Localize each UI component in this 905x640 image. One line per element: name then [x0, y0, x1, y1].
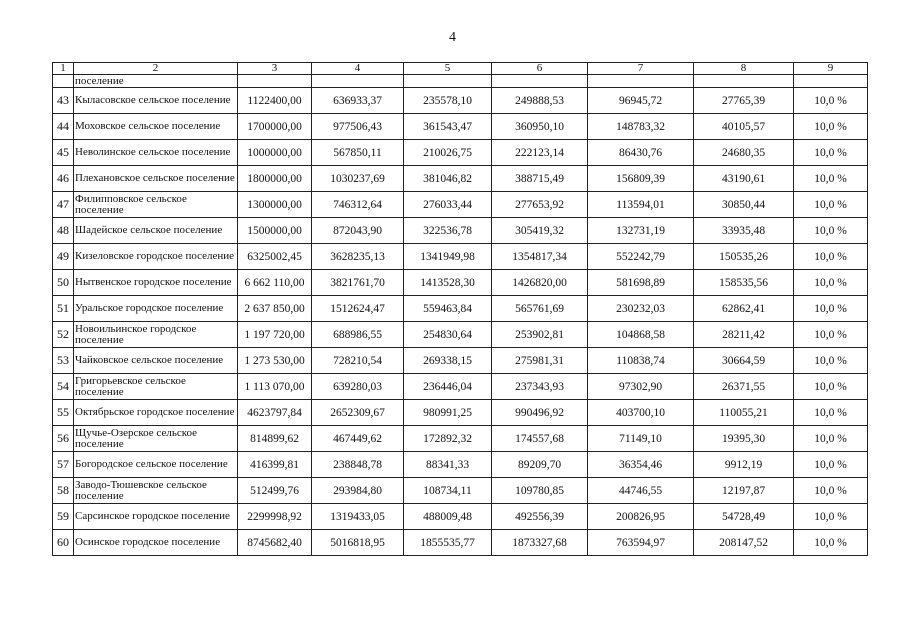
value-col-8: 110055,21: [694, 400, 794, 426]
table-row: [53, 296, 868, 322]
row-number: 45: [53, 140, 74, 166]
percent-col-9: 10,0 %: [794, 88, 868, 114]
value-col-7: 36354,46: [588, 452, 694, 478]
table-row: [53, 114, 868, 140]
settlement-name: Неволинское сельское поселение: [74, 140, 238, 166]
percent-col-9: 10,0 %: [794, 244, 868, 270]
value-col-8: 54728,49: [694, 504, 794, 530]
table-row: [53, 478, 868, 504]
table-cell: [492, 75, 588, 88]
table-row: [53, 192, 868, 218]
value-col-4: 3821761,70: [312, 270, 404, 296]
table-cell: [794, 75, 868, 88]
value-col-7: 96945,72: [588, 88, 694, 114]
percent-col-9: 10,0 %: [794, 140, 868, 166]
percent-col-9: 10,0 %: [794, 478, 868, 504]
value-col-8: 158535,56: [694, 270, 794, 296]
value-col-5: 361543,47: [404, 114, 492, 140]
value-col-6: 89209,70: [492, 452, 588, 478]
value-col-7: 86430,76: [588, 140, 694, 166]
value-col-4: 636933,37: [312, 88, 404, 114]
value-col-4: 1030237,69: [312, 166, 404, 192]
value-col-7: 113594,01: [588, 192, 694, 218]
settlement-name: Шадейское сельское поселение: [74, 218, 238, 244]
percent-col-9: 10,0 %: [794, 166, 868, 192]
value-col-8: 27765,39: [694, 88, 794, 114]
value-col-6: 275981,31: [492, 348, 588, 374]
row-number: 48: [53, 218, 74, 244]
value-col-5: 172892,32: [404, 426, 492, 452]
settlement-name: Щучье-Озерское сельское поселение: [74, 426, 238, 452]
percent-col-9: 10,0 %: [794, 400, 868, 426]
column-header: 8: [694, 63, 794, 75]
value-col-3: 1 273 530,00: [238, 348, 312, 374]
value-col-3: 1 113 070,00: [238, 374, 312, 400]
settlement-name: Плехановское сельское поселение: [74, 166, 238, 192]
column-header: 4: [312, 63, 404, 75]
value-col-7: 200826,95: [588, 504, 694, 530]
value-col-5: 88341,33: [404, 452, 492, 478]
table-row: [53, 530, 868, 556]
row-number: 44: [53, 114, 74, 140]
value-col-8: 30664,59: [694, 348, 794, 374]
table-row: [53, 244, 868, 270]
value-col-6: 492556,39: [492, 504, 588, 530]
value-col-3: 2 637 850,00: [238, 296, 312, 322]
percent-col-9: 10,0 %: [794, 270, 868, 296]
table-row: [53, 348, 868, 374]
value-col-5: 269338,15: [404, 348, 492, 374]
value-col-5: 236446,04: [404, 374, 492, 400]
value-col-3: 416399,81: [238, 452, 312, 478]
settlement-name: Моховское сельское поселение: [74, 114, 238, 140]
percent-col-9: 10,0 %: [794, 452, 868, 478]
continuation-row: [53, 75, 868, 88]
table-row: [53, 270, 868, 296]
value-col-5: 276033,44: [404, 192, 492, 218]
settlement-name: Новоильинское городское поселение: [74, 322, 238, 348]
value-col-3: 2299998,92: [238, 504, 312, 530]
value-col-8: 30850,44: [694, 192, 794, 218]
value-col-3: 1700000,00: [238, 114, 312, 140]
value-col-6: 277653,92: [492, 192, 588, 218]
value-col-5: 381046,82: [404, 166, 492, 192]
row-number: 52: [53, 322, 74, 348]
table-row: [53, 504, 868, 530]
settlement-name: Чайковское сельское поселение: [74, 348, 238, 374]
percent-col-9: 10,0 %: [794, 296, 868, 322]
value-col-4: 688986,55: [312, 322, 404, 348]
settlement-name: Филипповское сельское поселение: [74, 192, 238, 218]
value-col-5: 1855535,77: [404, 530, 492, 556]
table-row: [53, 140, 868, 166]
value-col-7: 403700,10: [588, 400, 694, 426]
percent-col-9: 10,0 %: [794, 322, 868, 348]
value-col-7: 230232,03: [588, 296, 694, 322]
value-col-3: 512499,76: [238, 478, 312, 504]
value-col-5: 210026,75: [404, 140, 492, 166]
row-number: 56: [53, 426, 74, 452]
table-body: [53, 63, 868, 556]
value-col-3: 1000000,00: [238, 140, 312, 166]
table-row: [53, 452, 868, 478]
settlement-name: Богородское сельское поселение: [74, 452, 238, 478]
value-col-4: 746312,64: [312, 192, 404, 218]
settlement-name: Октябрьское городское поселение: [74, 400, 238, 426]
row-number: 57: [53, 452, 74, 478]
value-col-5: 1341949,98: [404, 244, 492, 270]
value-col-8: 24680,35: [694, 140, 794, 166]
value-col-7: 156809,39: [588, 166, 694, 192]
value-col-3: 6325002,45: [238, 244, 312, 270]
value-col-5: 235578,10: [404, 88, 492, 114]
column-header: 3: [238, 63, 312, 75]
table-cell: [53, 75, 74, 88]
table-row: [53, 166, 868, 192]
row-number: 50: [53, 270, 74, 296]
value-col-7: 44746,55: [588, 478, 694, 504]
value-col-3: 8745682,40: [238, 530, 312, 556]
value-col-3: 1122400,00: [238, 88, 312, 114]
value-col-7: 552242,79: [588, 244, 694, 270]
continuation-text: поселение: [74, 75, 238, 88]
value-col-4: 728210,54: [312, 348, 404, 374]
value-col-6: 249888,53: [492, 88, 588, 114]
row-number: 53: [53, 348, 74, 374]
settlement-name: Кизеловское городское поселение: [74, 244, 238, 270]
percent-col-9: 10,0 %: [794, 348, 868, 374]
settlement-name: Кыласовское сельское поселение: [74, 88, 238, 114]
settlement-name: Уральское городское поселение: [74, 296, 238, 322]
settlement-name: Осинское городское поселение: [74, 530, 238, 556]
value-col-4: 977506,43: [312, 114, 404, 140]
value-col-5: 322536,78: [404, 218, 492, 244]
value-col-6: 237343,93: [492, 374, 588, 400]
value-col-6: 1873327,68: [492, 530, 588, 556]
value-col-8: 62862,41: [694, 296, 794, 322]
value-col-8: 19395,30: [694, 426, 794, 452]
value-col-6: 990496,92: [492, 400, 588, 426]
value-col-3: 1300000,00: [238, 192, 312, 218]
column-header: 5: [404, 63, 492, 75]
table-header-row: [53, 63, 868, 75]
table-row: [53, 426, 868, 452]
settlement-name: Григорьевское сельское поселение: [74, 374, 238, 400]
table-row: [53, 218, 868, 244]
value-col-6: 1426820,00: [492, 270, 588, 296]
value-col-4: 2652309,67: [312, 400, 404, 426]
value-col-8: 26371,55: [694, 374, 794, 400]
value-col-3: 1500000,00: [238, 218, 312, 244]
row-number: 51: [53, 296, 74, 322]
column-header: 6: [492, 63, 588, 75]
percent-col-9: 10,0 %: [794, 218, 868, 244]
percent-col-9: 10,0 %: [794, 192, 868, 218]
value-col-4: 238848,78: [312, 452, 404, 478]
percent-col-9: 10,0 %: [794, 504, 868, 530]
table-row: [53, 374, 868, 400]
value-col-3: 6 662 110,00: [238, 270, 312, 296]
value-col-7: 763594,97: [588, 530, 694, 556]
value-col-5: 559463,84: [404, 296, 492, 322]
value-col-3: 4623797,84: [238, 400, 312, 426]
value-col-6: 305419,32: [492, 218, 588, 244]
table-row: [53, 322, 868, 348]
column-header: 9: [794, 63, 868, 75]
value-col-4: 639280,03: [312, 374, 404, 400]
value-col-6: 253902,81: [492, 322, 588, 348]
page-number: 4: [449, 30, 456, 45]
value-col-3: 1800000,00: [238, 166, 312, 192]
value-col-4: 1512624,47: [312, 296, 404, 322]
settlement-name: Нытвенское городское поселение: [74, 270, 238, 296]
value-col-4: 1319433,05: [312, 504, 404, 530]
percent-col-9: 10,0 %: [794, 530, 868, 556]
value-col-4: 293984,80: [312, 478, 404, 504]
value-col-8: 9912,19: [694, 452, 794, 478]
value-col-5: 980991,25: [404, 400, 492, 426]
row-number: 55: [53, 400, 74, 426]
value-col-3: 1 197 720,00: [238, 322, 312, 348]
table-row: [53, 88, 868, 114]
table-cell: [404, 75, 492, 88]
percent-col-9: 10,0 %: [794, 114, 868, 140]
value-col-6: 388715,49: [492, 166, 588, 192]
value-col-4: 567850,11: [312, 140, 404, 166]
row-number: 59: [53, 504, 74, 530]
value-col-4: 5016818,95: [312, 530, 404, 556]
value-col-5: 1413528,30: [404, 270, 492, 296]
value-col-8: 43190,61: [694, 166, 794, 192]
value-col-8: 40105,57: [694, 114, 794, 140]
value-col-7: 71149,10: [588, 426, 694, 452]
row-number: 60: [53, 530, 74, 556]
table-cell: [238, 75, 312, 88]
row-number: 43: [53, 88, 74, 114]
percent-col-9: 10,0 %: [794, 374, 868, 400]
data-table: [52, 62, 868, 556]
column-header: 2: [74, 63, 238, 75]
value-col-6: 360950,10: [492, 114, 588, 140]
value-col-7: 148783,32: [588, 114, 694, 140]
value-col-5: 108734,11: [404, 478, 492, 504]
value-col-3: 814899,62: [238, 426, 312, 452]
value-col-8: 208147,52: [694, 530, 794, 556]
value-col-6: 565761,69: [492, 296, 588, 322]
value-col-7: 97302,90: [588, 374, 694, 400]
row-number: 49: [53, 244, 74, 270]
value-col-4: 3628235,13: [312, 244, 404, 270]
value-col-8: 28211,42: [694, 322, 794, 348]
value-col-6: 174557,68: [492, 426, 588, 452]
table-cell: [694, 75, 794, 88]
row-number: 58: [53, 478, 74, 504]
value-col-5: 488009,48: [404, 504, 492, 530]
value-col-4: 467449,62: [312, 426, 404, 452]
row-number: 47: [53, 192, 74, 218]
value-col-7: 581698,89: [588, 270, 694, 296]
row-number: 54: [53, 374, 74, 400]
column-header: 1: [53, 63, 74, 75]
percent-col-9: 10,0 %: [794, 426, 868, 452]
value-col-7: 104868,58: [588, 322, 694, 348]
value-col-6: 222123,14: [492, 140, 588, 166]
table-cell: [312, 75, 404, 88]
value-col-6: 1354817,34: [492, 244, 588, 270]
value-col-5: 254830,64: [404, 322, 492, 348]
value-col-8: 150535,26: [694, 244, 794, 270]
settlement-name: Сарсинское городское поселение: [74, 504, 238, 530]
value-col-4: 872043,90: [312, 218, 404, 244]
row-number: 46: [53, 166, 74, 192]
table-row: [53, 400, 868, 426]
value-col-7: 110838,74: [588, 348, 694, 374]
column-header: 7: [588, 63, 694, 75]
value-col-6: 109780,85: [492, 478, 588, 504]
value-col-8: 33935,48: [694, 218, 794, 244]
value-col-8: 12197,87: [694, 478, 794, 504]
settlement-name: Заводо-Тюшевское сельское поселение: [74, 478, 238, 504]
table-cell: [588, 75, 694, 88]
value-col-7: 132731,19: [588, 218, 694, 244]
